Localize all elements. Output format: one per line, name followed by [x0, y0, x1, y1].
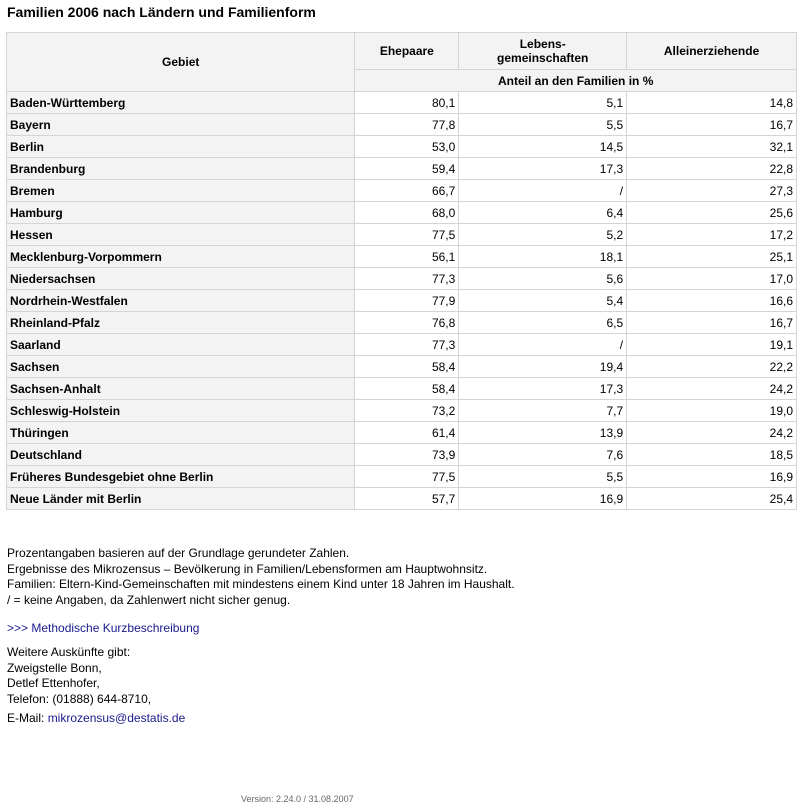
table-row: [7, 268, 797, 290]
region-name: Bremen: [7, 180, 355, 202]
ehepaare-value: 76,8: [355, 312, 459, 334]
table-row: [7, 224, 797, 246]
table-row: [7, 312, 797, 334]
contact-line: Zweigstelle Bonn,: [7, 660, 102, 675]
region-name: Hamburg: [7, 202, 355, 224]
ehepaare-value: 77,8: [355, 114, 459, 136]
method-description-link[interactable]: >>> Methodische Kurzbeschreibung: [7, 621, 200, 635]
ehepaare-value: 77,3: [355, 268, 459, 290]
ehepaare-value: 77,5: [355, 224, 459, 246]
ehepaare-value: 73,9: [355, 444, 459, 466]
lebensgemeinschaften-value: 5,1: [459, 92, 627, 114]
ehepaare-value: 53,0: [355, 136, 459, 158]
page-title: Familien 2006 nach Ländern und Familienform: [7, 4, 316, 20]
lebensgemeinschaften-value: 17,3: [459, 378, 627, 400]
lebensgemeinschaften-value: 6,5: [459, 312, 627, 334]
table-row: [7, 290, 797, 312]
contact-line: Detlef Ettenhofer,: [7, 676, 100, 690]
region-name: Baden-Württemberg: [7, 92, 355, 114]
region-name: Berlin: [7, 136, 355, 158]
alleinerziehende-value: 25,6: [627, 202, 797, 224]
table-row: [7, 400, 797, 422]
footnote-line: / = keine Angaben, da Zahlenwert nicht sicher genug.: [7, 592, 291, 607]
header-alleinerziehende: Alleinerziehende: [627, 33, 797, 70]
ehepaare-value: 73,2: [355, 400, 459, 422]
footnote-line: Prozentangaben basieren auf der Grundlage gerundeter Zahlen.: [7, 546, 350, 560]
lebensgemeinschaften-value: /: [459, 180, 627, 202]
alleinerziehende-value: 16,7: [627, 312, 797, 334]
header-lebensgemeinschaften: [459, 33, 627, 70]
region-name: Mecklenburg-Vorpommern: [7, 246, 355, 268]
alleinerziehende-value: 24,2: [627, 422, 797, 444]
lebensgemeinschaften-value: 14,5: [459, 136, 627, 158]
email-line: [7, 711, 185, 725]
table-row: [7, 246, 797, 268]
header-unit: Anteil an den Familien in %: [355, 70, 797, 92]
region-name: Sachsen-Anhalt: [7, 378, 355, 400]
alleinerziehende-value: 16,7: [627, 114, 797, 136]
region-name: Saarland: [7, 334, 355, 356]
ehepaare-value: 58,4: [355, 356, 459, 378]
footnotes: [7, 546, 515, 608]
alleinerziehende-value: 22,2: [627, 356, 797, 378]
alleinerziehende-value: 16,9: [627, 466, 797, 488]
lebensgemeinschaften-value: 5,6: [459, 268, 627, 290]
ehepaare-value: 57,7: [355, 488, 459, 510]
alleinerziehende-value: 25,1: [627, 246, 797, 268]
lebensgemeinschaften-value: 16,9: [459, 488, 627, 510]
region-name: Hessen: [7, 224, 355, 246]
ehepaare-value: 59,4: [355, 158, 459, 180]
ehepaare-value: 77,5: [355, 466, 459, 488]
lebensgemeinschaften-value: /: [459, 334, 627, 356]
table-row: [7, 488, 797, 510]
ehepaare-value: 61,4: [355, 422, 459, 444]
table-row: [7, 202, 797, 224]
contact-info: [7, 645, 151, 707]
email-label: E-Mail:: [7, 711, 45, 725]
region-name: Früheres Bundesgebiet ohne Berlin: [7, 466, 355, 488]
table-row: [7, 422, 797, 444]
ehepaare-value: 66,7: [355, 180, 459, 202]
lebensgemeinschaften-value: 13,9: [459, 422, 627, 444]
table-body: [7, 92, 797, 510]
contact-line: Weitere Auskünfte gibt:: [7, 645, 131, 659]
alleinerziehende-value: 18,5: [627, 444, 797, 466]
table-row: [7, 136, 797, 158]
ehepaare-value: 68,0: [355, 202, 459, 224]
table-row: [7, 114, 797, 136]
table-row: [7, 92, 797, 114]
lebensgemeinschaften-value: 5,5: [459, 466, 627, 488]
region-name: Bayern: [7, 114, 355, 136]
lebensgemeinschaften-value: 5,5: [459, 114, 627, 136]
header-lebens-line2: gemeinschaften: [497, 51, 589, 65]
alleinerziehende-value: 19,0: [627, 400, 797, 422]
table-row: [7, 444, 797, 466]
table-row: [7, 180, 797, 202]
table-row: [7, 334, 797, 356]
lebensgemeinschaften-value: 17,3: [459, 158, 627, 180]
ehepaare-value: 56,1: [355, 246, 459, 268]
region-name: Rheinland-Pfalz: [7, 312, 355, 334]
lebensgemeinschaften-value: 6,4: [459, 202, 627, 224]
footnote-line: Ergebnisse des Mikrozensus – Bevölkerung in Familien/Lebensformen am Hauptwohnsitz.: [7, 561, 488, 576]
region-name: Deutschland: [7, 444, 355, 466]
ehepaare-value: 77,3: [355, 334, 459, 356]
ehepaare-value: 58,4: [355, 378, 459, 400]
table-row: [7, 356, 797, 378]
alleinerziehende-value: 16,6: [627, 290, 797, 312]
region-name: Schleswig-Holstein: [7, 400, 355, 422]
table-row: [7, 466, 797, 488]
version-text: Version: 2.24.0 / 31.08.2007: [241, 794, 354, 804]
alleinerziehende-value: 17,0: [627, 268, 797, 290]
ehepaare-value: 80,1: [355, 92, 459, 114]
region-name: Thüringen: [7, 422, 355, 444]
alleinerziehende-value: 27,3: [627, 180, 797, 202]
families-table: [6, 32, 797, 510]
table-row: [7, 158, 797, 180]
region-name: Brandenburg: [7, 158, 355, 180]
lebensgemeinschaften-value: 19,4: [459, 356, 627, 378]
lebensgemeinschaften-value: 7,7: [459, 400, 627, 422]
lebensgemeinschaften-value: 18,1: [459, 246, 627, 268]
header-gebiet: Gebiet: [7, 33, 355, 92]
region-name: Nordrhein-Westfalen: [7, 290, 355, 312]
header-lebens-line1: Lebens-: [519, 37, 566, 51]
alleinerziehende-value: 32,1: [627, 136, 797, 158]
lebensgemeinschaften-value: 5,4: [459, 290, 627, 312]
region-name: Neue Länder mit Berlin: [7, 488, 355, 510]
alleinerziehende-value: 25,4: [627, 488, 797, 510]
alleinerziehende-value: 22,8: [627, 158, 797, 180]
alleinerziehende-value: 19,1: [627, 334, 797, 356]
header-ehepaare: Ehepaare: [355, 33, 459, 70]
alleinerziehende-value: 14,8: [627, 92, 797, 114]
alleinerziehende-value: 17,2: [627, 224, 797, 246]
ehepaare-value: 77,9: [355, 290, 459, 312]
region-name: Sachsen: [7, 356, 355, 378]
alleinerziehende-value: 24,2: [627, 378, 797, 400]
region-name: Niedersachsen: [7, 268, 355, 290]
table-row: [7, 378, 797, 400]
contact-line: Telefon: (01888) 644-8710,: [7, 691, 152, 706]
footnote-line: Familien: Eltern-Kind-Gemeinschaften mit mindestens einem Kind unter 18 Jahren im Haushalt.: [7, 577, 515, 591]
lebensgemeinschaften-value: 7,6: [459, 444, 627, 466]
lebensgemeinschaften-value: 5,2: [459, 224, 627, 246]
email-link[interactable]: mikrozensus@destatis.de: [47, 711, 186, 725]
